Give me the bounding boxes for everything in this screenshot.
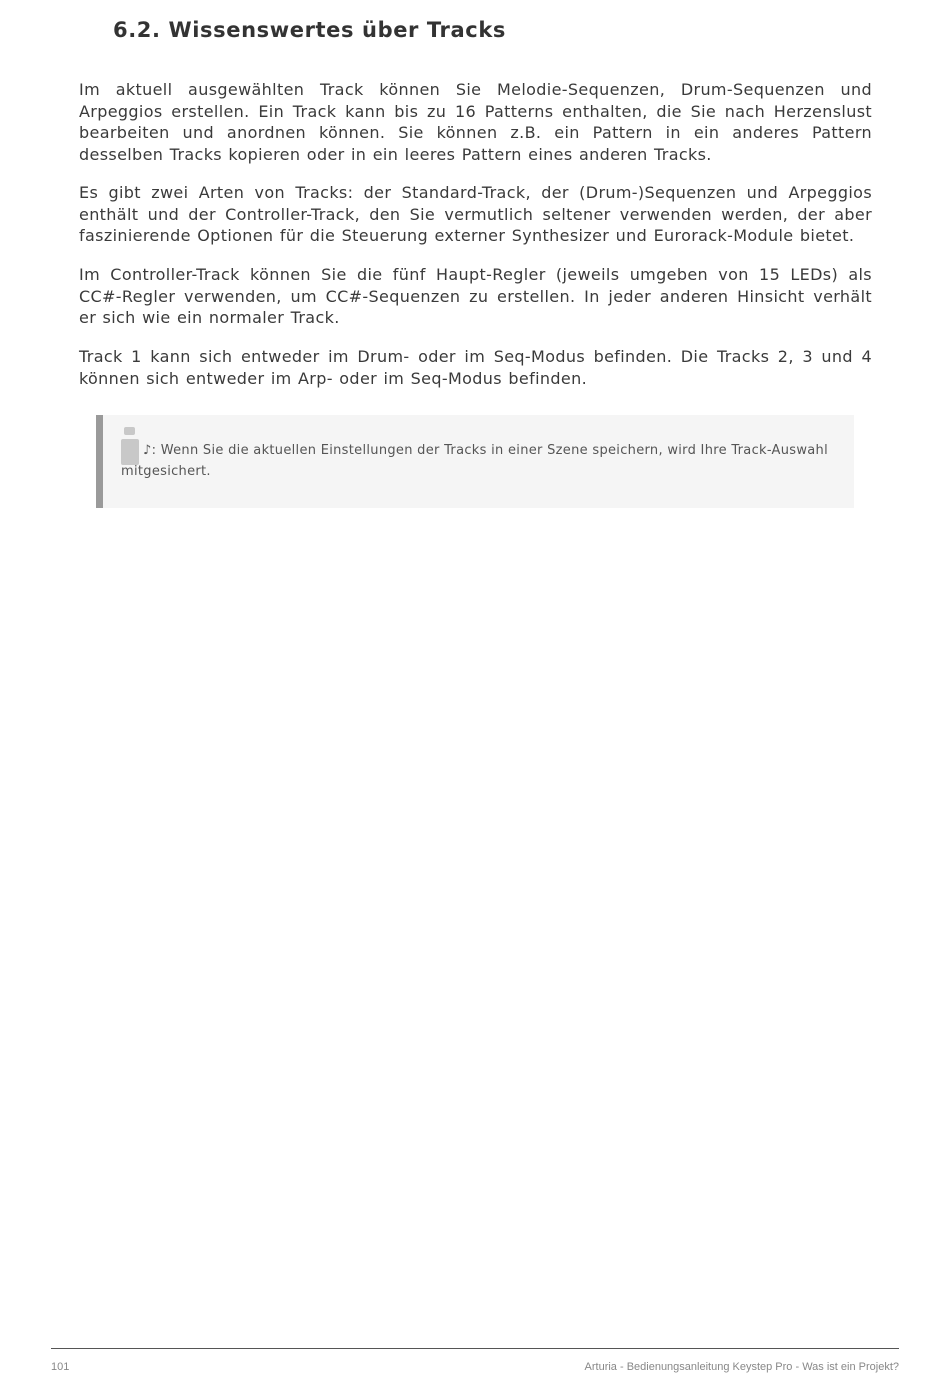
page-number: 101 [51,1361,70,1373]
paragraph: Track 1 kann sich entweder im Drum- oder im Seq-Modus befinden. Die Tracks 2, 3 und 4 können sich entweder im Arp- oder im Seq-Modus befinden. [79,347,872,388]
footer-title: Arturia - Bedienungsanleitung Keystep Pro - Was ist ein Projekt? [584,1361,899,1373]
paragraph: Es gibt zwei Arten von Tracks: der Standard-Track, der (Drum-)Sequenzen und Arpeggios enthält und der Controller-Track, den Sie vermutlich seltener verwenden werden, der aber faszinierende Optionen für die Steuerung externer Synthesizer und Eurorack-Module bietet. [79,183,872,245]
info-note-box [96,415,854,508]
section-heading: 6.2. Wissenswertes über Tracks [113,18,506,42]
info-note-text-content: ♪: Wenn Sie die aktuellen Einstellungen der Tracks in einer Szene speichern, wird Ihre Track-Auswahl mitgesichert. [121,443,829,479]
footer-divider [51,1348,899,1349]
paragraph: Im aktuell ausgewählten Track können Sie Melodie-Sequenzen, Drum-Sequenzen und Arpeggios erstellen. Ein Track kann bis zu 16 Patterns enthalten, die Sie nach Herzenslust bearbeiten und anordnen können. Sie können z.B. ein Pattern in ein anderes Pattern desselben Tracks kopieren oder in ein leeres Pattern eines anderen Tracks. [79,80,872,164]
paragraph: Im Controller-Track können Sie die fünf Haupt-Regler (jeweils umgeben von 15 LEDs) als CC#-Regler verwenden, um CC#-Sequenzen zu erstellen. In jeder anderen Hinsicht verhält er sich wie ein normaler Track. [79,265,872,327]
info-note-text [121,440,843,482]
